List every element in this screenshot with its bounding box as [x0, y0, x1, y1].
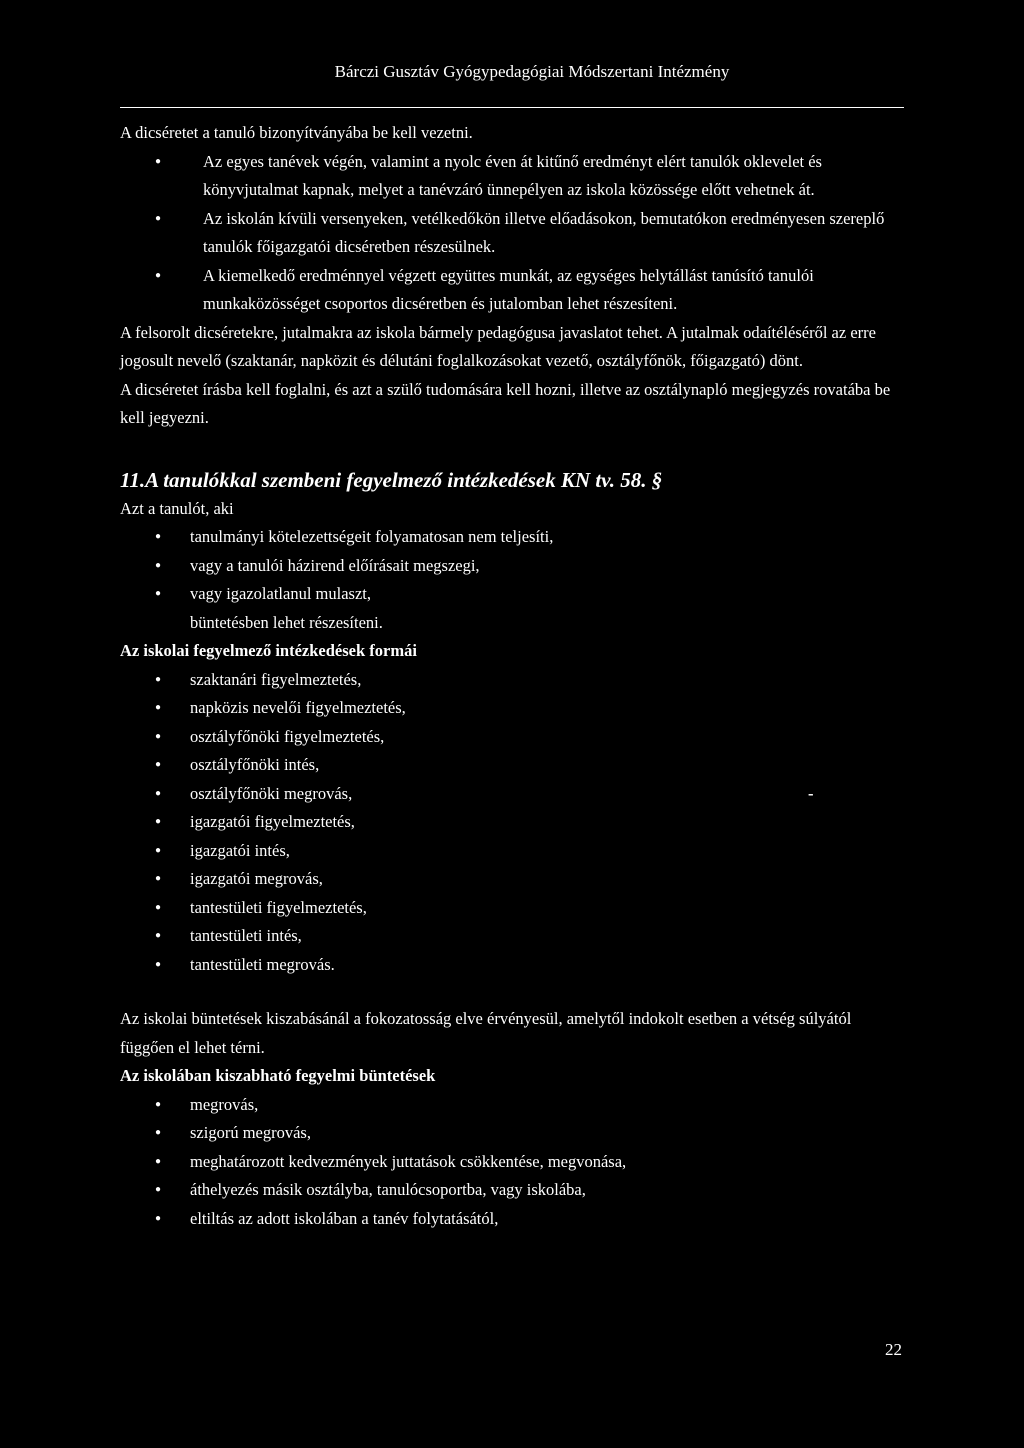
- page-number: 22: [885, 1340, 902, 1359]
- condition-item: ● tanulmányi kötelezettségeit folyamatosan nem teljesíti,: [120, 523, 904, 552]
- condition-item: ● vagy igazolatlanul mulaszt,: [120, 580, 904, 609]
- disciplinary-forms-list: [120, 666, 904, 980]
- punishment-item: ● eltiltás az adott iskolában a tanév folytatásától,: [120, 1205, 904, 1234]
- header-divider: [120, 107, 904, 108]
- form-item-with-dash: [120, 780, 904, 809]
- punishments-list: [120, 1091, 904, 1234]
- section-lead: Azt a tanulót, aki: [120, 498, 234, 518]
- dash-mark: -: [808, 783, 814, 803]
- intro-paragraph: A dicséretet a tanuló bizonyítványába be kell vezetni.: [120, 123, 473, 142]
- form-item: ● tantestületi megrovás.: [120, 951, 904, 980]
- praise-item: ● Az iskolán kívüli versenyeken, vetélkedőkön illetve előadásokon, bemutatókon eredményesen szereplő tanulók főigazgatói dicséretben részesülnek.: [120, 205, 904, 262]
- forms-heading: Az iskolai fegyelmező intézkedések formái: [120, 641, 417, 660]
- spacer: [120, 979, 904, 1005]
- form-item: ● szaktanári figyelmeztetés,: [120, 666, 904, 695]
- punishment-item: ● szigorú megrovás,: [120, 1119, 904, 1148]
- form-item: ● igazgatói figyelmeztetés,: [120, 808, 904, 837]
- condition-item: ● vagy a tanulói házirend előírásait megszegi,: [120, 552, 904, 581]
- section-title: 11.A tanulókkal szembeni fegyelmező intézkedések KN tv. 58. §: [120, 467, 663, 492]
- written-praise-paragraph: A dicséretet írásba kell foglalni, és azt a szülő tudomására kell hozni, illetve az osztálynapló megjegyzés rovatába be kell jegyezni.: [120, 379, 891, 427]
- form-item: ● igazgatói intés,: [120, 837, 904, 866]
- praise-list: [120, 148, 904, 319]
- conditions-conclusion: büntetésben lehet részesíteni.: [190, 612, 383, 632]
- punishment-item: ● áthelyezés másik osztályba, tanulócsoportba, vagy iskolába,: [120, 1176, 904, 1205]
- praise-item: ● A kiemelkedő eredménnyel végzett együttes munkát, az egységes helytállást tanúsító tanulói munkaközösséget csoportos dicséretben és jutalomban lehet részesíteni.: [120, 262, 904, 319]
- form-item: ● tantestületi figyelmeztetés,: [120, 894, 904, 923]
- page-header: Bárczi Gusztáv Gyógypedagógiai Módszertani Intézmény: [334, 62, 730, 81]
- form-item: ● igazgatói megrovás,: [120, 865, 904, 894]
- form-item: ● tantestületi intés,: [120, 922, 904, 951]
- gradation-paragraph: Az iskolai büntetések kiszabásánál a fokozatosság elve érvényesül, amelytől indokolt esetben a vétség súlyától függően el lehet térni.: [120, 1009, 852, 1057]
- recommendation-paragraph: A felsorolt dicséretekre, jutalmakra az iskola bármely pedagógusa javaslatot tehet. A jutalmak odaítéléséről az erre jogosult nevelő (szaktanár, napközit és délutáni foglalkozásokat vezető, osztályfőnök, főigazgató) dönt.: [120, 322, 876, 370]
- form-item: ● osztályfőnöki figyelmeztetés,: [120, 723, 904, 752]
- form-item-label: osztályfőnöki megrovás,: [190, 783, 353, 803]
- form-item: ● osztályfőnöki intés,: [120, 751, 904, 780]
- form-item: ● napközis nevelői figyelmeztetés,: [120, 694, 904, 723]
- conditions-list: [120, 523, 904, 609]
- document-body: [120, 119, 904, 1233]
- punishment-item: ● megrovás,: [120, 1091, 904, 1120]
- praise-item: ● Az egyes tanévek végén, valamint a nyolc éven át kitűnő eredményt elért tanulók oklevelet és könyvjutalmat kapnak, melyet a tanévzáró ünnepélyen az iskola közössége előtt vehetnek át.: [120, 148, 904, 205]
- punishments-heading: Az iskolában kiszabható fegyelmi büntetések: [120, 1066, 436, 1085]
- punishment-item: ● meghatározott kedvezmények juttatások csökkentése, megvonása,: [120, 1148, 904, 1177]
